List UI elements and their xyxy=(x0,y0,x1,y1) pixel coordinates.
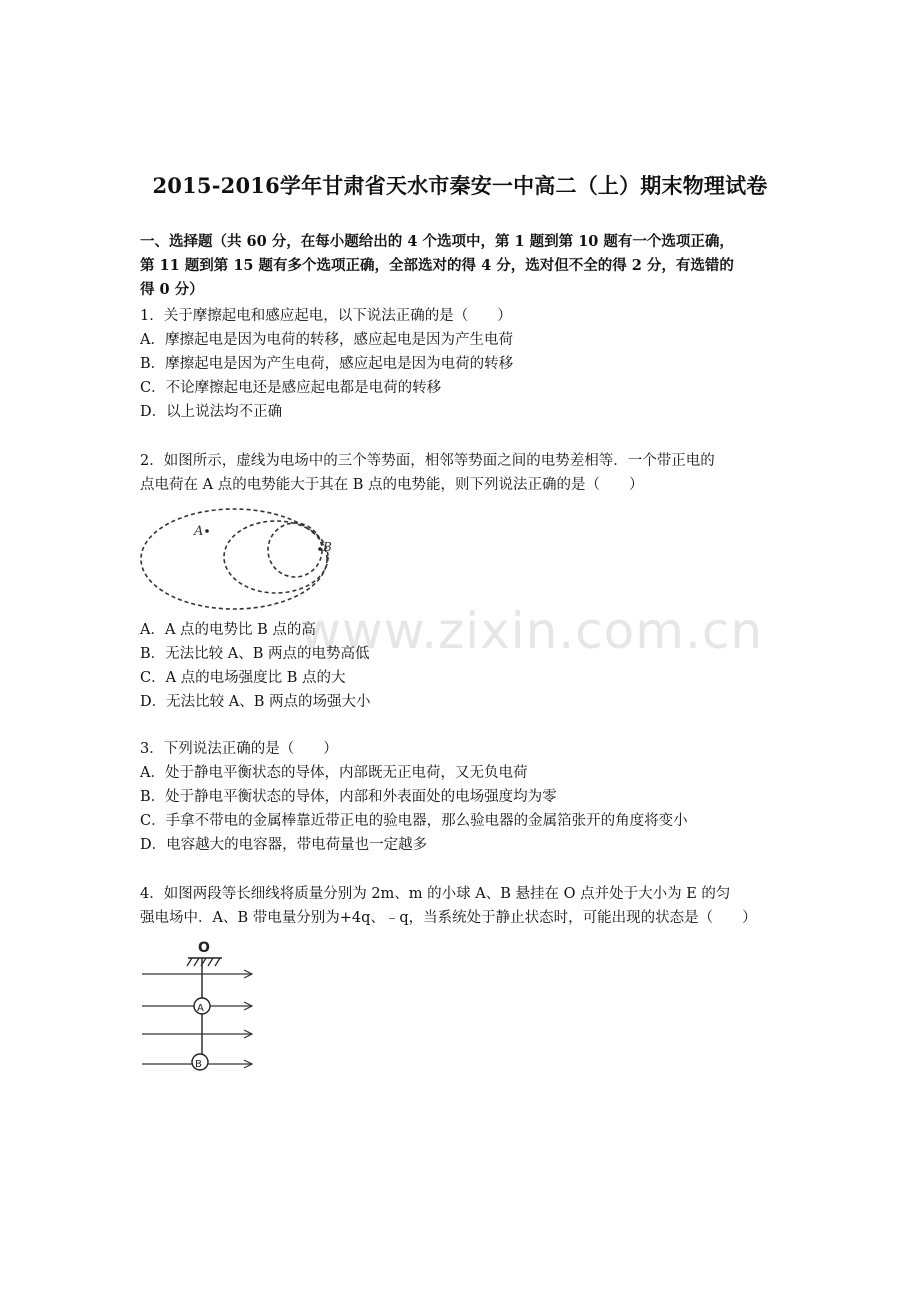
option-b: B．处于静电平衡状态的导体，内部和外表面处的电场强度均为零 xyxy=(140,789,557,805)
inner-equipotential xyxy=(268,523,322,577)
option-c: C．不论摩擦起电还是感应起电都是电荷的转移 xyxy=(140,380,442,396)
point-b-label: B xyxy=(323,540,332,554)
ceiling-hatch xyxy=(187,958,220,966)
option-d: D．电容越大的电容器，带电荷量也一定越多 xyxy=(140,837,428,853)
option-a: A．摩擦起电是因为电荷的转移，感应起电是因为产生电荷 xyxy=(140,332,513,348)
question-stem: 3．下列说法正确的是（ ） xyxy=(140,741,338,757)
section-heading-line: 第 11 题到第 15 题有多个选项正确，全部选对的得 4 分，选对但不全的得 2 分，有选错的 xyxy=(140,257,734,274)
point-a-label: A xyxy=(194,524,204,539)
option-a: A．A 点的电势比 B 点的高 xyxy=(140,622,316,638)
section-heading-line: 一、选择题（共 60 分，在每小题给出的 4 个选项中，第 1 题到第 10 题有一个选项正确， xyxy=(140,233,734,250)
question-2 xyxy=(140,449,790,497)
question-stem: 强电场中．A、B 带电量分别为+4q、﹣q，当系统处于静止状态时，可能出现的状态是（ ） xyxy=(140,910,757,926)
pendulum-figure xyxy=(140,936,265,1076)
point-a-dot xyxy=(205,529,209,533)
option-b: B．摩擦起电是因为产生电荷，感应起电是因为电荷的转移 xyxy=(140,356,514,372)
option-d: D．无法比较 A、B 两点的场强大小 xyxy=(140,694,371,710)
option-b: B．无法比较 A、B 两点的电势高低 xyxy=(140,646,370,662)
question-stem: 4．如图两段等长细线将质量分别为 2m、m 的小球 A、B 悬挂在 O 点并处于大小为 E 的匀 xyxy=(140,886,731,902)
option-c: C．A 点的电场强度比 B 点的大 xyxy=(140,670,346,686)
field-lines xyxy=(142,970,252,1068)
question-stem: 1．关于摩擦起电和感应起电，以下说法正确的是（ ） xyxy=(140,308,512,324)
point-b-dot xyxy=(318,547,322,551)
equipotential-figure xyxy=(138,505,338,615)
ball-b-label: B xyxy=(195,1059,202,1070)
question-stem: 2．如图所示，虚线为电场中的三个等势面，相邻等势面之间的电势差相等．一个带正电的 xyxy=(140,453,715,469)
pivot-o-label: O xyxy=(198,940,210,956)
option-a: A．处于静电平衡状态的导体，内部既无正电荷，又无负电荷 xyxy=(140,765,528,781)
question-3 xyxy=(140,737,790,857)
question-2-options xyxy=(140,618,790,714)
ball-a-label: A xyxy=(197,1003,204,1014)
page-title: 2015-2016学年甘肃省天水市秦安一中高二（上）期末物理试卷 xyxy=(152,173,768,198)
option-c: C．手拿不带电的金属棒靠近带正电的验电器，那么验电器的金属箔张开的角度将变小 xyxy=(140,813,688,829)
question-4 xyxy=(140,882,790,930)
watermark-text: www.zixin.com.cn xyxy=(300,602,764,660)
question-stem: 点电荷在 A 点的电势能大于其在 B 点的电势能，则下列说法正确的是（ ） xyxy=(140,477,644,493)
section-heading xyxy=(140,230,780,302)
section-heading-line: 得 0 分） xyxy=(140,281,204,298)
option-d: D．以上说法均不正确 xyxy=(140,404,283,420)
question-1 xyxy=(140,304,790,424)
